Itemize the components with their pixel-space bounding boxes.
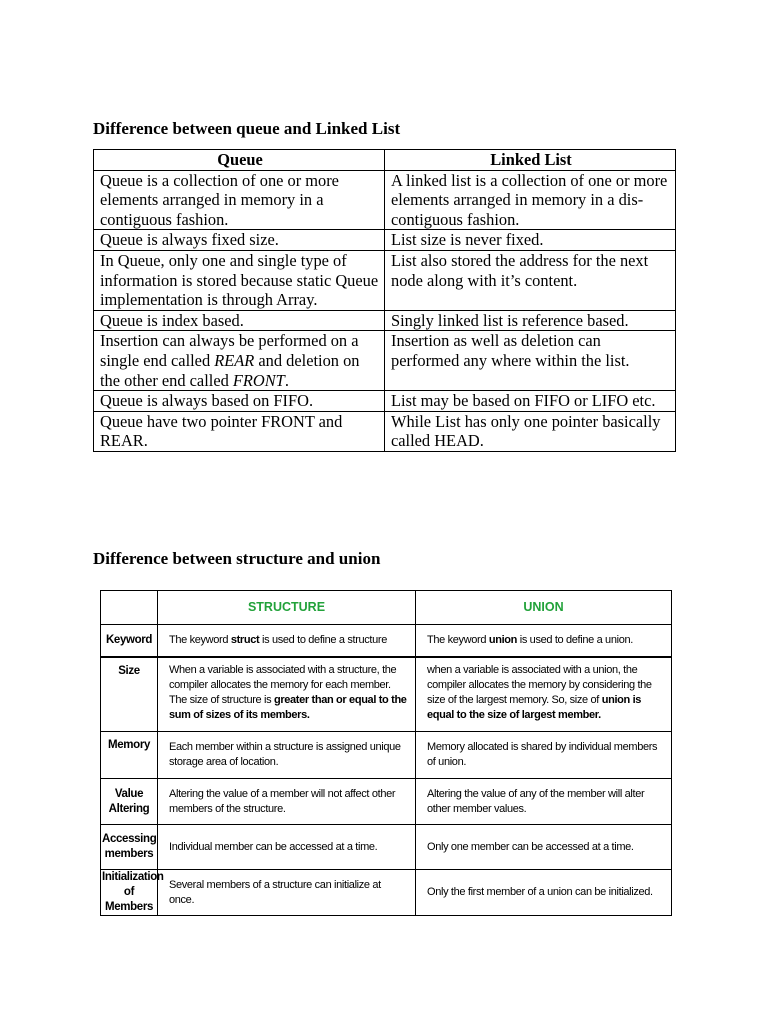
row-label-keyword: Keyword [101, 625, 158, 657]
structure-vs-union-table [100, 590, 672, 916]
column-header-structure: STRUCTURE [158, 591, 416, 625]
union-cell: Only the first member of a union can be initialized. [416, 870, 672, 916]
table-row [101, 732, 672, 779]
linked-list-cell: Singly linked list is reference based. [385, 310, 676, 331]
linked-list-cell: List also stored the address for the next node along with it’s content. [385, 250, 676, 310]
union-cell: when a variable is associated with a union, the compiler allocates the memory by considering the size of the largest memory. So, size of union is equal to the size of largest member. [416, 657, 672, 732]
queue-vs-linked-list-heading: Difference between queue and Linked List [93, 119, 401, 138]
union-cell: Memory allocated is shared by individual members of union. [416, 732, 672, 779]
queue-cell: Queue is always fixed size. [94, 230, 385, 251]
union-cell: The keyword union is used to define a union. [416, 625, 672, 657]
empty-corner-cell [101, 591, 158, 625]
linked-list-cell: A linked list is a collection of one or more elements arranged in memory in a dis-contiguous fashion. [385, 170, 676, 230]
rear-emphasis: REAR [214, 350, 255, 370]
table-row [94, 310, 676, 331]
structure-vs-union-heading: Difference between structure and union [93, 549, 381, 568]
queue-cell: Queue is index based. [94, 310, 385, 331]
row-label-memory: Memory [101, 732, 158, 779]
queue-cell: In Queue, only one and single type of information is stored because static Queue implementation is through Array. [94, 250, 385, 310]
table-header-row [101, 591, 672, 625]
structure-cell: When a variable is associated with a structure, the compiler allocates the memory for each member. The size of structure is greater than or equal to the sum of sizes of its members. [158, 657, 416, 732]
linked-list-cell: While List has only one pointer basically called HEAD. [385, 411, 676, 451]
linked-list-cell: Insertion as well as deletion can performed any where within the list. [385, 331, 676, 391]
queue-cell: Queue is always based on FIFO. [94, 391, 385, 412]
structure-cell: The keyword struct is used to define a structure [158, 625, 416, 657]
queue-cell: Queue is a collection of one or more elements arranged in memory in a contiguous fashion. [94, 170, 385, 230]
table-row [94, 170, 676, 230]
structure-cell: Several members of a structure can initialize at once. [158, 870, 416, 916]
table-row [101, 779, 672, 825]
table-row [101, 870, 672, 916]
table-row [94, 411, 676, 451]
column-header-linked-list: Linked List [385, 150, 676, 171]
structure-cell: Altering the value of a member will not affect other members of the structure. [158, 779, 416, 825]
table-row [94, 331, 676, 391]
linked-list-cell: List may be based on FIFO or LIFO etc. [385, 391, 676, 412]
column-header-union: UNION [416, 591, 672, 625]
row-label-size: Size [101, 657, 158, 732]
table-row [94, 250, 676, 310]
queue-cell: Insertion can always be performed on a single end called REAR and deletion on the other end called FRONT. [94, 331, 385, 391]
table-row [101, 625, 672, 657]
row-label-initialization: Initialization of Members [101, 870, 158, 916]
table-row [94, 391, 676, 412]
table-row [94, 230, 676, 251]
queue-cell: Queue have two pointer FRONT and REAR. [94, 411, 385, 451]
row-label-accessing-members: Accessing members [101, 825, 158, 870]
front-emphasis: FRONT [232, 370, 285, 390]
structure-cell: Individual member can be accessed at a time. [158, 825, 416, 870]
table-header-row [94, 150, 676, 171]
union-cell: Only one member can be accessed at a time. [416, 825, 672, 870]
union-cell: Altering the value of any of the member will alter other member values. [416, 779, 672, 825]
row-label-value-altering: Value Altering [101, 779, 158, 825]
linked-list-cell: List size is never fixed. [385, 230, 676, 251]
table-row [101, 825, 672, 870]
structure-cell: Each member within a structure is assigned unique storage area of location. [158, 732, 416, 779]
column-header-queue: Queue [94, 150, 385, 171]
table-row [101, 657, 672, 732]
queue-vs-linked-list-table [93, 149, 676, 452]
